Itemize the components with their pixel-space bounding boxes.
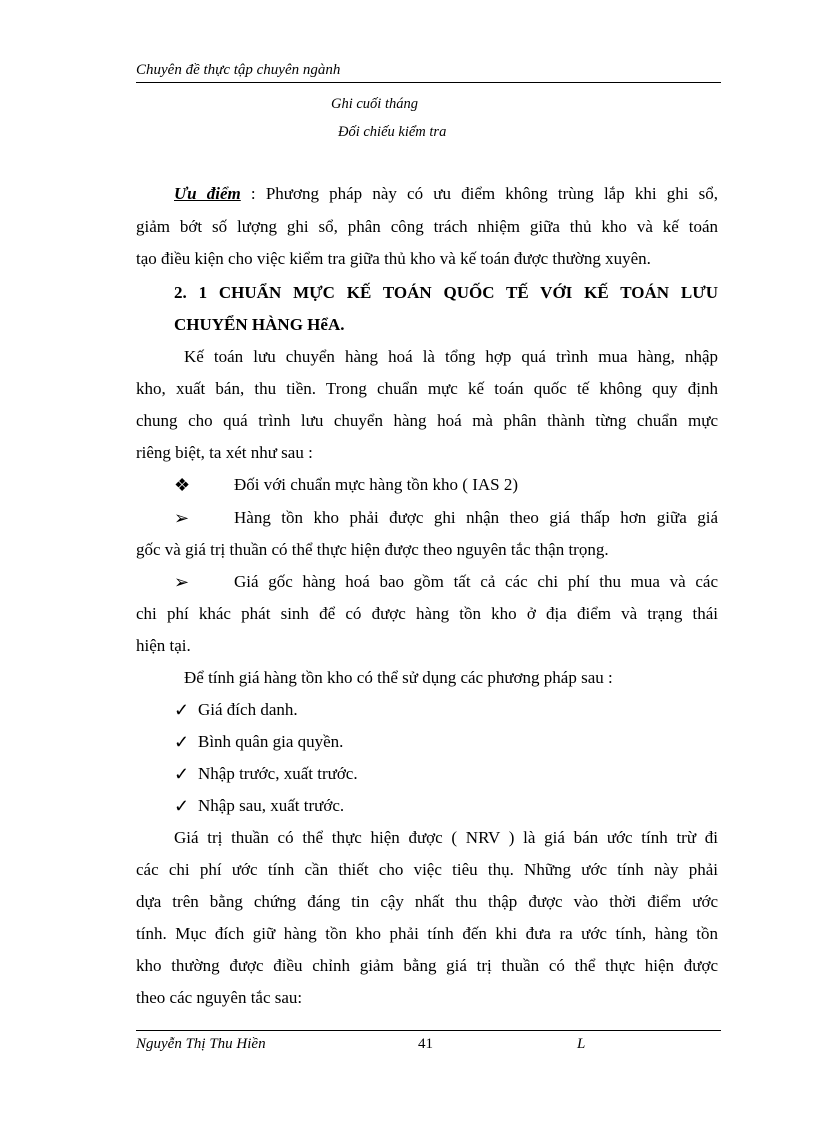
page-header-title: Chuyên đề thực tập chuyên ngành xyxy=(136,62,341,78)
footer-suffix: L xyxy=(577,1036,586,1052)
method-item: Giá đích danh. xyxy=(198,700,298,719)
nrv-line-5: kho thường được điều chỉnh giảm bằng giá trị thuần có thể thực hiện được xyxy=(136,956,718,975)
footer-rule xyxy=(136,1030,721,1031)
check-bullet-icon: ✓ xyxy=(174,732,190,752)
method-item: Bình quân gia quyền. xyxy=(198,732,344,751)
arrow-bullet-icon: ➢ xyxy=(174,508,190,528)
check-bullet-icon: ✓ xyxy=(174,796,190,816)
methods-intro: Để tính giá hàng tồn kho có thể sử dụng các phương pháp sau : xyxy=(184,668,613,687)
intro-line-2: kho, xuất bán, thu tiền. Trong chuẩn mực kế toán quốc tế không quy định xyxy=(136,379,718,398)
arrow2-line-1: Giá gốc hàng hoá bao gồm tất cả các chi phí thu mua và các xyxy=(234,572,718,591)
section-heading-line-1: 2. 1 CHUẨN MỰC KẾ TOÁN QUỐC TẾ VỚI KẾ TOÁN LƯU xyxy=(174,283,718,302)
diamond-bullet-icon: ❖ xyxy=(174,475,191,495)
nrv-line-3: dựa trên bằng chứng đáng tin cậy nhất thu thập được vào thời điểm ước xyxy=(136,892,718,911)
method-item: Nhập sau, xuất trước. xyxy=(198,796,345,815)
header-rule xyxy=(136,82,721,83)
advantage-paragraph-line-1 xyxy=(136,183,718,205)
section-heading-line-2: CHUYỂN HÀNG HểA. xyxy=(174,315,345,334)
diamond-item-text: Đối với chuẩn mực hàng tồn kho ( IAS 2) xyxy=(234,475,519,494)
nrv-line-1: Giá trị thuần có thể thực hiện được ( NRV ) là giá bán ước tính trừ đi xyxy=(174,828,718,847)
check-bullet-icon: ✓ xyxy=(174,764,190,784)
advantage-text: : Phương pháp này có ưu điểm không trùng lắp khi ghi sổ, xyxy=(240,184,718,203)
arrow-bullet-icon: ➢ xyxy=(174,572,190,592)
footer-author: Nguyễn Thị Thu Hiền xyxy=(136,1036,266,1052)
intro-line-4: riêng biệt, ta xét như sau : xyxy=(136,443,313,462)
diagram-note-check: Đối chiếu kiểm tra xyxy=(338,124,447,140)
advantage-paragraph-line-3: tạo điều kiện cho việc kiểm tra giữa thủ kho và kế toán được thường xuyên. xyxy=(136,249,651,268)
advantage-label: Ưu điểm xyxy=(174,184,241,203)
intro-line-3: chung cho quá trình lưu chuyển hàng hoá mà phân thành từng chuẩn mực xyxy=(136,411,718,430)
nrv-line-2: các chi phí ước tính cần thiết cho việc tiêu thụ. Những ước tính này phải xyxy=(136,860,718,879)
check-bullet-icon: ✓ xyxy=(174,700,190,720)
arrow1-line-2: gốc và giá trị thuần có thể thực hiện được theo nguyên tắc thận trọng. xyxy=(136,540,609,559)
nrv-line-4: tính. Mục đích giữ hàng tồn kho phải tính đến khi đưa ra ước tính, hàng tồn xyxy=(136,924,718,943)
arrow1-line-1: Hàng tồn kho phải được ghi nhận theo giá thấp hơn giữa giá xyxy=(234,508,718,527)
intro-line-1: Kế toán lưu chuyển hàng hoá là tổng hợp quá trình mua hàng, nhập xyxy=(184,347,718,366)
page-number: 41 xyxy=(418,1036,433,1052)
nrv-line-6: theo các nguyên tắc sau: xyxy=(136,988,303,1007)
diagram-note-monthly: Ghi cuối tháng xyxy=(331,96,418,112)
method-item: Nhập trước, xuất trước. xyxy=(198,764,358,783)
arrow2-line-2: chi phí khác phát sinh để có được hàng tồn kho ở địa điểm và trạng thái xyxy=(136,604,718,623)
advantage-paragraph-line-2: giảm bớt số lượng ghi sổ, phân công trách nhiệm giữa thủ kho và kế toán xyxy=(136,217,718,236)
arrow2-line-3: hiện tại. xyxy=(136,636,191,655)
